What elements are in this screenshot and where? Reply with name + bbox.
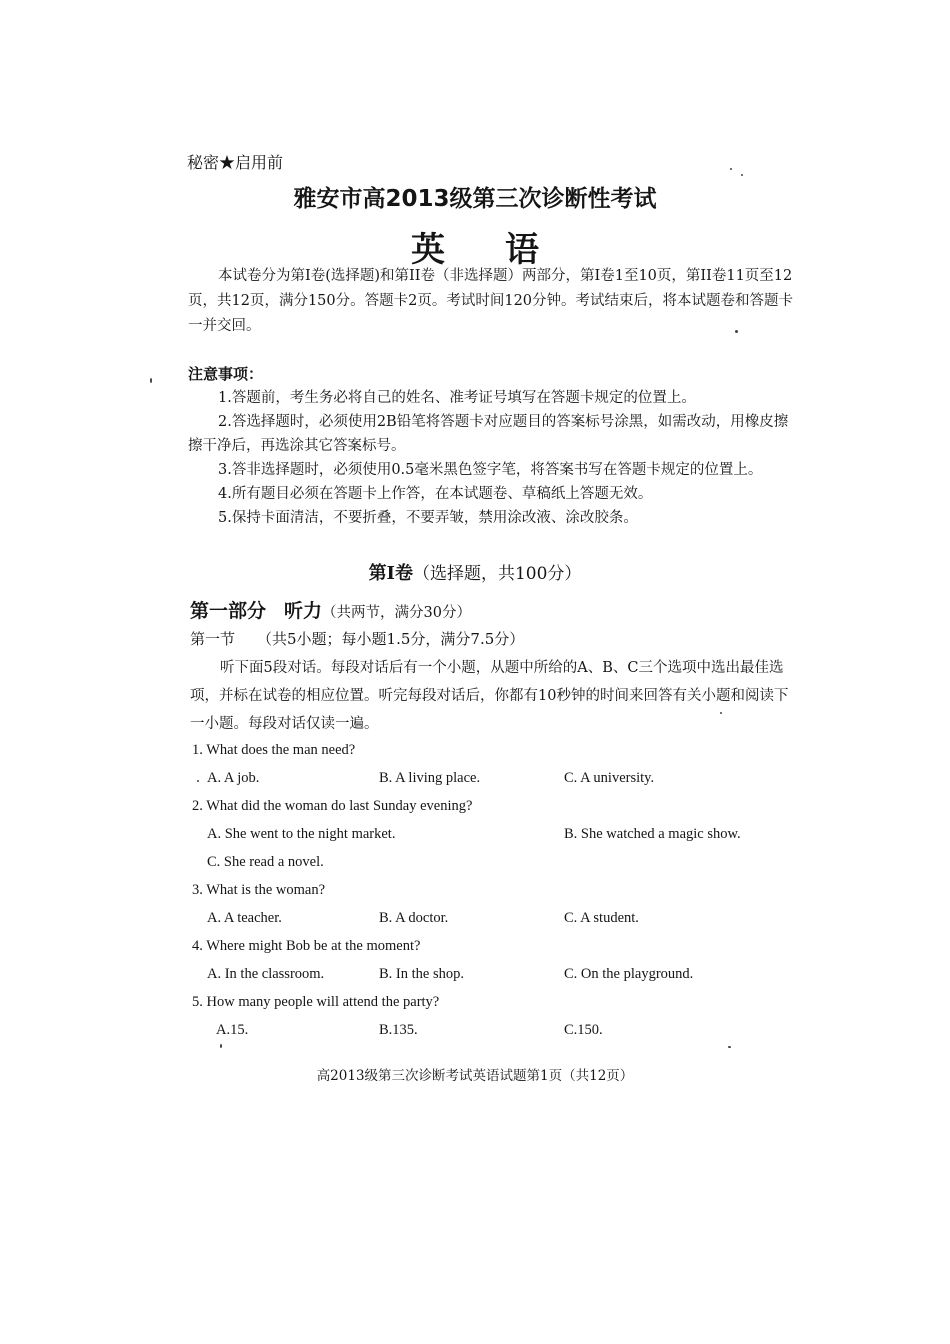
exam-intro: 本试卷分为第I卷(选择题)和第II卷（非选择题）两部分，第I卷1至10页，第II卷11页至12页，共12页，满分150分。答题卡2页。考试时间120分钟。考试结束后，将本试题卷和答题卡一并交回。 (188, 268, 794, 334)
listening-instructions: 听下面5段对话。每段对话后有一个小题，从题中所给的A、B、C三个选项中选出最佳选项，并标在试卷的相应位置。听完每段对话后，你都有10秒钟的时间来回答有关小题和阅读下一小题。每段对话仅读一遍。 (190, 660, 789, 732)
subsection-note: （共5小题；每小题1.5分，满分7.5分） (257, 630, 525, 648)
scan-speck (720, 712, 722, 714)
notice-heading: 注意事项： (188, 365, 264, 383)
scan-speck (735, 330, 738, 333)
scan-speck (728, 1046, 731, 1048)
part-name: 听力 (284, 600, 323, 622)
page-footer: 高2013级第三次诊断考试英语试题第1页（共12页） (316, 1068, 634, 1084)
answer-option: B. She watched a magic show. (564, 826, 741, 842)
notice-item: 1.答题前，考生务必将自己的姓名、准考证号填写在答题卡规定的位置上。 (218, 390, 696, 406)
answer-option: A. A job. (207, 770, 260, 786)
part-heading (190, 596, 471, 623)
answer-option: A. A teacher. (207, 910, 282, 926)
answer-option: B. A doctor. (379, 910, 449, 926)
answer-option: C. She read a novel. (207, 854, 324, 870)
answer-option: C. A student. (564, 910, 639, 926)
answer-option: B. A living place. (379, 770, 481, 786)
question-stem: 2. What did the woman do last Sunday evening? (192, 798, 473, 814)
question-stem: 3. What is the woman? (192, 882, 326, 898)
answer-option: B. In the shop. (379, 966, 464, 982)
answer-option: C.150. (564, 1022, 603, 1038)
answer-option: C. On the playground. (564, 966, 694, 982)
notice-item: 3.答非选择题时，必须使用0.5毫米黑色签字笔，将答案书写在答题卡规定的位置上。 (218, 462, 763, 478)
subject-title: 英语 (411, 230, 599, 270)
answer-option: A. She went to the night market. (207, 826, 396, 842)
scan-speck (197, 780, 199, 782)
section-heading (0, 559, 950, 585)
part-note: （共两节，满分30分） (322, 605, 471, 621)
section-title: 第I卷 (368, 563, 413, 584)
scan-speck (150, 378, 152, 383)
answer-option: C. A university. (564, 770, 655, 786)
notice-item: 4.所有题目必须在答题卡上作答，在本试题卷、草稿纸上答题无效。 (218, 486, 653, 502)
confidential-label: 秘密★启用前 (187, 153, 284, 172)
section-note: （选择题，共100分） (412, 564, 582, 584)
subsection-title: 第一节 (190, 630, 236, 648)
notice-item: 2.答选择题时，必须使用2B铅笔将答题卡对应题目的答案标号涂黑，如需改动，用橡皮擦擦干净后，再选涂其它答案标号。 (188, 414, 789, 454)
scan-speck (730, 168, 732, 170)
question-stem: 1. What does the man need? (192, 742, 356, 758)
scan-speck (741, 174, 743, 176)
subsection-heading (190, 628, 524, 649)
question-stem: 4. Where might Bob be at the moment? (192, 938, 421, 954)
answer-option: A.15. (216, 1022, 249, 1038)
exam-title: 雅安市高2013级第三次诊断性考试 (293, 186, 657, 212)
notice-item: 5.保持卡面清洁，不要折叠，不要弄皱，禁用涂改液、涂改胶条。 (218, 510, 638, 526)
scan-speck (220, 1044, 222, 1048)
answer-option: A. In the classroom. (207, 966, 325, 982)
part-title: 第一部分 (190, 600, 267, 622)
answer-option: B.135. (379, 1022, 418, 1038)
question-stem: 5. How many people will attend the party? (192, 994, 440, 1010)
